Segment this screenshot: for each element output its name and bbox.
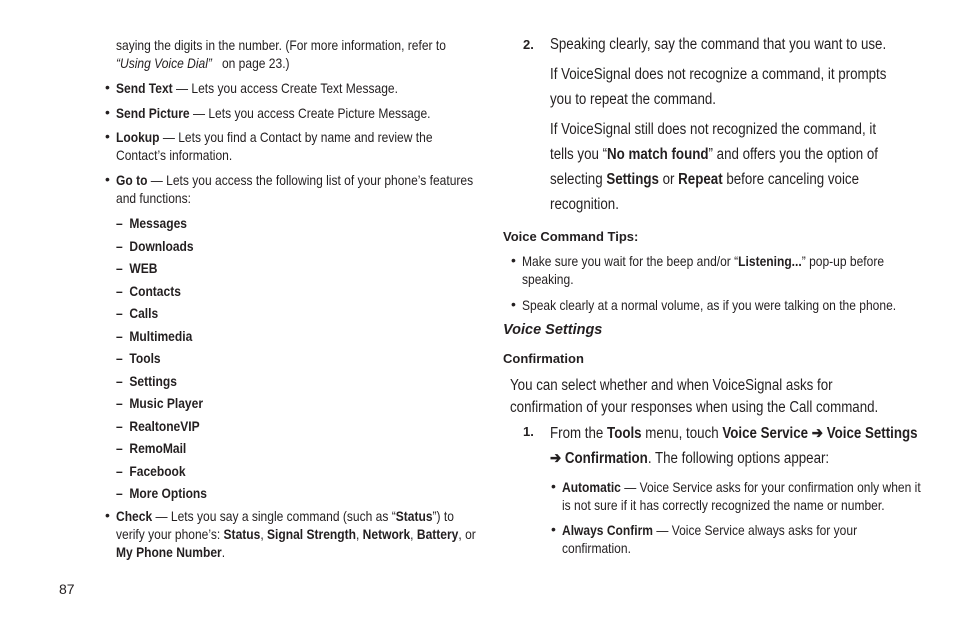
go-to-list bbox=[116, 214, 222, 507]
list-item: – Tools bbox=[116, 350, 161, 366]
list-item: – Messages bbox=[116, 215, 187, 231]
bullet-icon: • bbox=[105, 79, 110, 95]
list-item: – RealtoneVIP bbox=[116, 417, 200, 434]
voice-dial-reference[interactable]: “Using Voice Dial” bbox=[116, 55, 212, 71]
lookup-desc-line2: Contact’s information. bbox=[116, 147, 233, 163]
bullet-icon: • bbox=[511, 296, 516, 312]
bullet-icon: • bbox=[105, 128, 110, 144]
bullet-icon: • bbox=[511, 252, 516, 268]
step-2-number: 2. bbox=[523, 37, 534, 52]
list-item: – RemoMail bbox=[116, 440, 187, 456]
go-to-desc-line2: and functions: bbox=[116, 190, 191, 206]
automatic-option: Automatic — Voice Service asks for your confirmation only when it is not sure if it has correctly recognized the name or number. bbox=[562, 479, 921, 513]
step-2 bbox=[550, 32, 941, 57]
list-item: – More Options bbox=[116, 485, 207, 501]
lookup-term: Lookup bbox=[116, 129, 160, 145]
go-to-term: Go to bbox=[116, 172, 148, 188]
list-item: – WEB bbox=[116, 260, 158, 276]
send-picture-item bbox=[116, 104, 482, 122]
check-term: Check bbox=[116, 508, 153, 524]
list-item: – Multimedia bbox=[116, 327, 193, 344]
confirmation-heading: Confirmation bbox=[503, 351, 584, 366]
step-2-para-1: If VoiceSignal does not recognize a command, it prompts you to repeat the command. bbox=[550, 66, 887, 108]
voice-settings-heading: Voice Settings bbox=[503, 322, 603, 338]
send-text-term: Send Text bbox=[116, 80, 173, 96]
list-item: – Contacts bbox=[116, 282, 181, 299]
lookup-item bbox=[116, 128, 484, 164]
go-to-item bbox=[116, 171, 531, 207]
tip-2: Speak clearly at a normal volume, as if you were talking on the phone. bbox=[522, 297, 897, 313]
bullet-icon: • bbox=[105, 171, 110, 187]
arrow-icon: ➔ bbox=[550, 450, 562, 467]
bullet-icon: • bbox=[551, 478, 556, 494]
confirmation-paragraph: You can select whether and when VoiceSignal asks for confirmation of your responses when using the Call command. bbox=[510, 377, 879, 416]
step-2-text: Speaking clearly, say the command that you want to use. bbox=[550, 36, 887, 53]
send-picture-term: Send Picture bbox=[116, 105, 190, 121]
list-item: – Settings bbox=[116, 372, 177, 389]
send-text-desc: — Lets you access Create Text Message. bbox=[172, 80, 398, 96]
step-1: From the Tools menu, touch Voice Service ➔ Voice Settings ➔ Confirmation. The following options appear: bbox=[550, 425, 918, 467]
intro-ref-line bbox=[116, 54, 318, 72]
lookup-desc: — Lets you find a Contact by name and review the bbox=[159, 129, 433, 145]
voice-command-tips-heading: Voice Command Tips: bbox=[503, 229, 639, 244]
page-reference: on page 23.) bbox=[221, 55, 290, 71]
bullet-icon: • bbox=[105, 104, 110, 120]
step-1-number: 1. bbox=[523, 424, 534, 439]
list-item: – Downloads bbox=[116, 237, 194, 254]
step-2-para-2: If VoiceSignal still does not recognized the command, it tells you “No match found” and offers you the option of selecting Settings or Repeat before canceling voice recognition. bbox=[550, 121, 878, 213]
bullet-icon: • bbox=[105, 507, 110, 523]
always-confirm-option: Always Confirm — Voice Service always asks for your confirmation. bbox=[562, 522, 858, 556]
send-text-item bbox=[116, 79, 444, 97]
check-item: Check — Lets you say a single command (such as “Status”) to verify your phone’s: Status, Signal Strength, Network, Battery, or My Phone Number. bbox=[116, 508, 476, 560]
list-item: – Facebook bbox=[116, 462, 186, 479]
go-to-desc: — Lets you access the following list of your phone’s features bbox=[147, 172, 474, 188]
bullet-icon: • bbox=[551, 521, 556, 537]
intro-text bbox=[116, 36, 500, 54]
page-number: 87 bbox=[59, 581, 75, 597]
intro-line1: saying the digits in the number. (For more information, refer to bbox=[116, 37, 446, 53]
send-picture-desc: — Lets you access Create Picture Message. bbox=[189, 105, 431, 121]
list-item: – Music Player bbox=[116, 395, 204, 411]
list-item: – Calls bbox=[116, 305, 159, 321]
tip-1: Make sure you wait for the beep and/or “Listening...” pop-up before speaking. bbox=[522, 253, 885, 287]
arrow-icon: ➔ bbox=[811, 425, 823, 442]
